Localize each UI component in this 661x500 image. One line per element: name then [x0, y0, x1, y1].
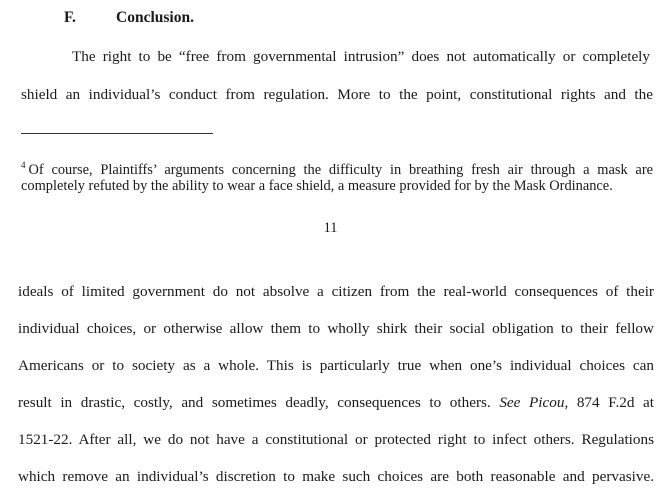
paragraph-line: Americans or to society as a whole. This is particularly true when one’s individual choices can	[18, 357, 654, 374]
paragraph-line: shield an individual’s conduct from regulation. More to the point, constitutional rights and the	[21, 86, 653, 103]
section-title: Conclusion.	[116, 9, 194, 26]
footnote-text: Of course, Plaintiffs’ arguments concerning the difficulty in breathing fresh air through a mask are completely refuted by the ability to wear a face shield, a measure provided for by the Mask Ordinance.	[21, 162, 653, 194]
text-run: result in drastic, costly, and sometimes deadly, consequences to others.	[18, 394, 500, 411]
footnote-marker: 4	[21, 160, 26, 170]
paragraph-line: 1521-22. After all, we do not have a constitutional or protected right to infect others. Regulations	[18, 431, 654, 448]
footnote-divider	[21, 133, 213, 134]
paragraph-line: The right to be “free from governmental intrusion” does not automatically or completely	[72, 48, 650, 65]
text-run: , 874 F.2d at	[564, 394, 654, 411]
section-number: F.	[64, 9, 76, 26]
paragraph-line: individual choices, or otherwise allow them to wholly shirk their social obligation to their fellow	[18, 320, 654, 337]
page-number: 11	[323, 220, 338, 236]
paragraph-line	[18, 394, 654, 412]
paragraph-line: which remove an individual’s discretion to make such choices are both reasonable and pervasive.	[18, 468, 654, 485]
footnote	[21, 157, 653, 194]
paragraph-line: ideals of limited government do not absolve a citizen from the real-world consequences of their	[18, 283, 654, 300]
case-citation: See Picou	[499, 394, 565, 411]
section-heading	[64, 9, 194, 27]
